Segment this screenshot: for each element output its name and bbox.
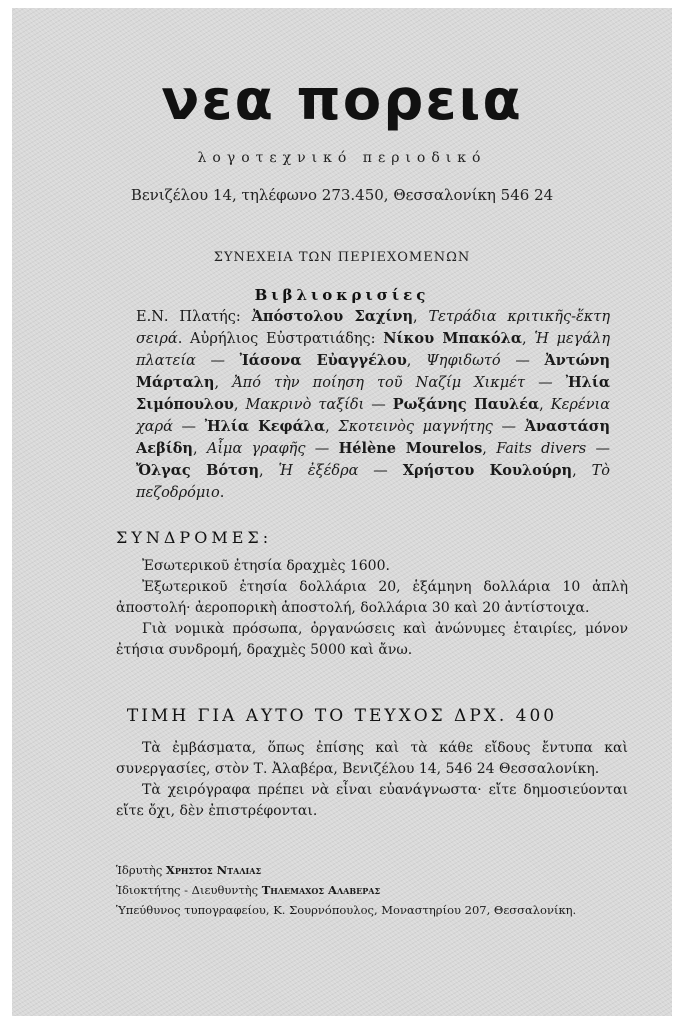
reviews-list <box>136 306 610 504</box>
review-separator: . <box>177 331 191 347</box>
review-separator: — <box>500 353 545 369</box>
review-separator: . <box>219 485 225 501</box>
review-title: Τὸ πεζοδρόμιο <box>136 463 611 501</box>
founder-name: Χρηστος Νταλιας <box>165 863 262 877</box>
subscriptions-heading: ΣΥΝΔΡΟΜΕΣ: <box>116 528 273 547</box>
review-author: Νίκου Μπακόλα <box>383 330 523 347</box>
issue-price: ΤΙΜΗ ΓΙΑ ΑΥΤΟ ΤΟ ΤΕΥΧΟΣ ΔΡΧ. 400 <box>126 706 558 726</box>
review-title: Ἡ ἐξέδρα <box>278 463 359 479</box>
journal-title: νεα πορεια <box>161 68 523 133</box>
subscriptions-text <box>116 556 628 661</box>
review-separator: , <box>259 463 279 479</box>
journal-subtitle: λογοτεχνικό περιοδικό <box>197 150 487 166</box>
review-title: Ἡ μεγάλη πλατεία <box>136 331 611 369</box>
review-separator: , <box>214 375 233 391</box>
review-separator: — <box>195 353 240 369</box>
review-title: Αἷμα γραφῆς <box>206 441 306 457</box>
review-author: Ρωξάνης Παυλέα <box>392 396 540 413</box>
review-author: Ἀντώνη Μάρταλη <box>136 352 610 391</box>
review-separator: — <box>524 375 566 391</box>
review-author: Ἠλία Κεφάλα <box>204 418 326 435</box>
notes <box>116 738 628 822</box>
review-title: Κερένια χαρά <box>136 397 610 435</box>
review-reviewer: Αὐρήλιος Εὐστρατιάδης: <box>190 331 384 347</box>
review-title: Μακρινὸ ταξίδι <box>245 397 365 413</box>
manuscripts-note: Τὰ χειρόγραφα πρέπει νὰ εἶναι εὐανάγνωστα· εἴτε δημοσιεύονται εἴτε ὄχι, δὲν ἐπιστρέφονται. <box>116 782 628 819</box>
review-title: Faits divers <box>496 441 587 457</box>
imprint <box>116 860 628 920</box>
review-author: Χρήστου Κουλούρη <box>402 462 573 479</box>
review-title: Σκοτεινὸς μαγνήτης <box>338 419 493 435</box>
review-author: Hélène Mourelos <box>338 440 483 457</box>
review-separator: — <box>305 441 339 457</box>
owner-name: Τηλεμαχος Αλαβερας <box>261 883 381 897</box>
review-author: Ἰάσονα Εὐαγγέλου <box>239 352 407 369</box>
review-separator: , <box>482 441 497 457</box>
review-author: Ἀπόστολου Σαχίνη <box>251 308 414 325</box>
review-separator: — <box>358 463 403 479</box>
review-separator: , <box>539 397 551 413</box>
journal-page <box>12 8 672 1016</box>
review-author: Ἠλία Σιμόπουλου <box>136 374 610 413</box>
review-separator: , <box>233 397 246 413</box>
founder-label: Ἱδρυτὴς <box>116 863 166 877</box>
contents-heading: ΣΥΝΕΧΕΙΑ ΤΩΝ ΠΕΡΙΕΧΟΜΕΝΩΝ <box>213 250 471 265</box>
review-separator: , <box>522 331 535 347</box>
review-separator: — <box>586 441 610 457</box>
review-reviewer: Ε.Ν. Πλατής: <box>136 309 252 325</box>
journal-address: Βενιζέλου 14, τηλέφωνο 273.450, Θεσσαλονίκη 546 24 <box>130 186 554 204</box>
review-author: Ἀναστάση Αεβίδη <box>136 418 611 457</box>
printer-line: Ὑπεύθυνος τυπογραφείου, Κ. Σουρνόπουλος, Μοναστηρίου 207, Θεσσαλονίκη. <box>116 903 577 917</box>
legal-entities-subscription: Γιὰ νομικὰ πρόσωπα, ὀργανώσεις καὶ ἀνώνυμες ἑταιρίες, μόνον ἐτήσια συνδρομή, δραχμὲς 5000 καὶ ἄνω. <box>116 621 628 658</box>
review-separator: , <box>406 353 427 369</box>
review-title: Ἀπό τὴν ποίηση τοῦ Ναζίμ Χικμέτ <box>232 375 525 391</box>
reviews-heading: Βιβλιοκρισίες <box>254 286 430 304</box>
review-separator: — <box>364 397 393 413</box>
owner-label: Ἰδιοκτήτης - Διευθυντὴς <box>116 883 262 897</box>
foreign-subscription: Ἐξωτερικοῦ ἐτησία δολλάρια 20, ἑξάμηνη δολλάρια 10 ἁπλὴ ἀποστολή· ἀεροπορικὴ ἀποστολή, δολλάρια 30 καὶ 20 ἀντίστοιχα. <box>116 579 628 616</box>
review-separator: , <box>325 419 339 435</box>
payments-note: Τὰ ἐμβάσματα, ὅπως ἐπίσης καὶ τὰ κάθε εἴδους ἔντυπα καὶ συνεργασίες, στὸν Τ. Ἀλαβέρα, Βενιζέλου 14, 546 24 Θεσσαλονίκη. <box>116 740 628 777</box>
review-separator: — <box>492 419 525 435</box>
review-title: Ψηφιδωτό <box>426 353 501 369</box>
review-separator: — <box>172 419 205 435</box>
review-separator: , <box>413 309 429 325</box>
review-separator: , <box>192 441 207 457</box>
review-author: Ὄλγας Βότση <box>136 462 259 479</box>
owner-line <box>116 880 628 900</box>
founder-line <box>116 860 628 880</box>
domestic-subscription: Ἐσωτερικοῦ ἐτησία δραχμὲς 1600. <box>142 558 390 574</box>
review-separator: , <box>572 463 592 479</box>
review-title: Τετράδια κριτικῆς-ἕκτη σειρά <box>136 309 611 347</box>
